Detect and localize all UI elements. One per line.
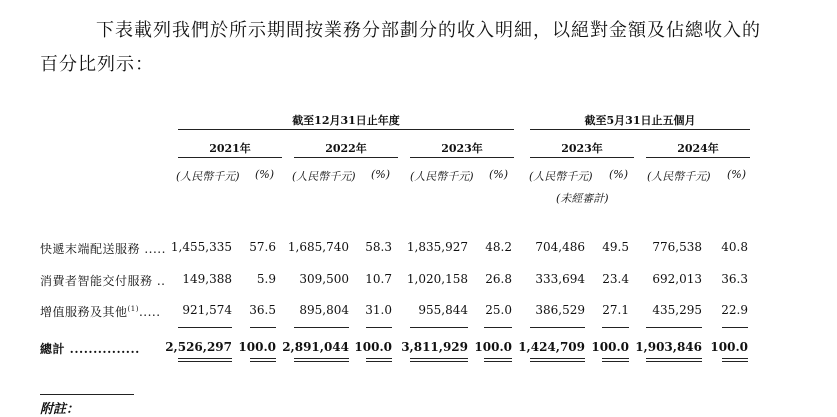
table-cell: 40.8 (721, 240, 748, 254)
year-rule-5 (646, 157, 750, 158)
unaudited-label: (未經審計) (556, 192, 609, 205)
total-double-rule (410, 361, 468, 362)
total-double-rule (366, 358, 392, 359)
group-rule-2 (530, 129, 750, 130)
table-cell: 58.3 (365, 240, 392, 254)
footnote-marker: (1) (127, 305, 139, 313)
row-label-express-delivery: 快遞末端配送服務 ..... (40, 242, 166, 256)
total-cell: 100.0 (238, 340, 276, 354)
total-double-rule (484, 361, 512, 362)
total-cell: 2,526,297 (165, 340, 232, 354)
table-cell: 1,455,335 (170, 240, 232, 254)
year-rule-2 (294, 157, 398, 158)
total-double-rule (178, 361, 232, 362)
table-cell: 386,529 (535, 303, 585, 317)
total-double-rule (250, 361, 276, 362)
total-double-rule (646, 358, 702, 359)
table-cell: 333,694 (535, 272, 585, 286)
subtotal-rule (366, 327, 392, 328)
note-rule (40, 394, 134, 395)
year-header-2024-5m: 2024年 (677, 142, 719, 155)
unit-pct-5: (%) (727, 168, 747, 181)
total-double-rule (178, 358, 232, 359)
table-cell: 25.0 (485, 303, 512, 317)
unit-rmb-1: (人民幣千元) (176, 170, 240, 183)
table-cell: 149,388 (182, 272, 232, 286)
table-cell: 1,835,927 (406, 240, 468, 254)
row-label-value-added-text: 增值服務及其他 (40, 305, 128, 319)
total-double-rule (530, 361, 585, 362)
table-cell: 895,804 (299, 303, 349, 317)
table-cell: 955,844 (418, 303, 468, 317)
intro-line-1: 下表載列我們於所示期間按業務分部劃分的收入明細，以絕對金額及佔總收入的 (96, 20, 761, 41)
row-label-value-added (40, 303, 161, 320)
unit-pct-2: (%) (371, 168, 391, 181)
total-double-rule (484, 358, 512, 359)
unit-pct-3: (%) (489, 168, 509, 181)
year-header-2021: 2021年 (209, 142, 251, 155)
total-double-rule (250, 358, 276, 359)
total-double-rule (602, 361, 629, 362)
unit-pct-4: (%) (609, 168, 629, 181)
unit-rmb-5: (人民幣千元) (647, 170, 711, 183)
total-double-rule (294, 358, 349, 359)
table-cell: 704,486 (535, 240, 585, 254)
total-double-rule (366, 361, 392, 362)
table-cell: 1,020,158 (406, 272, 468, 286)
table-cell: 26.8 (485, 272, 512, 286)
total-double-rule (722, 361, 748, 362)
table-cell: 309,500 (299, 272, 349, 286)
year-header-2023: 2023年 (441, 142, 483, 155)
total-cell: 3,811,929 (401, 340, 468, 354)
group-header-full-year: 截至12月31日止年度 (292, 114, 400, 127)
total-cell: 100.0 (354, 340, 392, 354)
table-cell: 5.9 (256, 272, 276, 286)
unit-rmb-2: (人民幣千元) (292, 170, 356, 183)
subtotal-rule (602, 327, 629, 328)
row-label-total: 總計 ............... (40, 342, 140, 356)
total-cell: 100.0 (474, 340, 512, 354)
total-double-rule (410, 358, 468, 359)
year-header-2023-5m: 2023年 (561, 142, 603, 155)
total-cell: 1,424,709 (518, 340, 585, 354)
row-label-consumer-smart-delivery: 消費者智能交付服務 .. (40, 274, 166, 288)
total-double-rule (602, 358, 629, 359)
intro-paragraph (40, 14, 800, 82)
table-cell: 27.1 (602, 303, 629, 317)
table-cell: 57.6 (249, 240, 276, 254)
table-cell: 48.2 (485, 240, 512, 254)
total-cell: 1,903,846 (635, 340, 702, 354)
unit-rmb-4: (人民幣千元) (529, 170, 593, 183)
table-cell: 36.3 (721, 272, 748, 286)
subtotal-rule (250, 327, 276, 328)
table-cell: 10.7 (365, 272, 392, 286)
group-header-five-months: 截至5月31日止五個月 (584, 114, 696, 127)
total-double-rule (294, 361, 349, 362)
year-rule-4 (530, 157, 634, 158)
unit-pct-1: (%) (255, 168, 275, 181)
table-cell: 49.5 (602, 240, 629, 254)
table-cell: 692,013 (652, 272, 702, 286)
table-cell: 23.4 (602, 272, 629, 286)
subtotal-rule (294, 327, 349, 328)
subtotal-rule (530, 327, 585, 328)
total-cell: 100.0 (591, 340, 629, 354)
total-double-rule (722, 358, 748, 359)
subtotal-rule (178, 327, 232, 328)
year-rule-3 (410, 157, 514, 158)
table-cell: 31.0 (365, 303, 392, 317)
table-cell: 1,685,740 (287, 240, 349, 254)
subtotal-rule (646, 327, 702, 328)
subtotal-rule (484, 327, 512, 328)
total-cell: 100.0 (710, 340, 748, 354)
subtotal-rule (410, 327, 468, 328)
year-rule-1 (178, 157, 282, 158)
group-rule-1 (178, 129, 514, 130)
table-cell: 776,538 (652, 240, 702, 254)
table-cell: 435,295 (652, 303, 702, 317)
table-cell: 921,574 (182, 303, 232, 317)
table-cell: 36.5 (249, 303, 276, 317)
subtotal-rule (722, 327, 748, 328)
note-heading: 附註： (40, 402, 80, 417)
intro-line-2: 百分比列示： (40, 54, 154, 75)
total-double-rule (530, 358, 585, 359)
unit-rmb-3: (人民幣千元) (410, 170, 474, 183)
year-header-2022: 2022年 (325, 142, 367, 155)
total-double-rule (646, 361, 702, 362)
row-label-value-added-dots: ..... (138, 305, 161, 319)
table-cell: 22.9 (721, 303, 748, 317)
total-cell: 2,891,044 (282, 340, 349, 354)
